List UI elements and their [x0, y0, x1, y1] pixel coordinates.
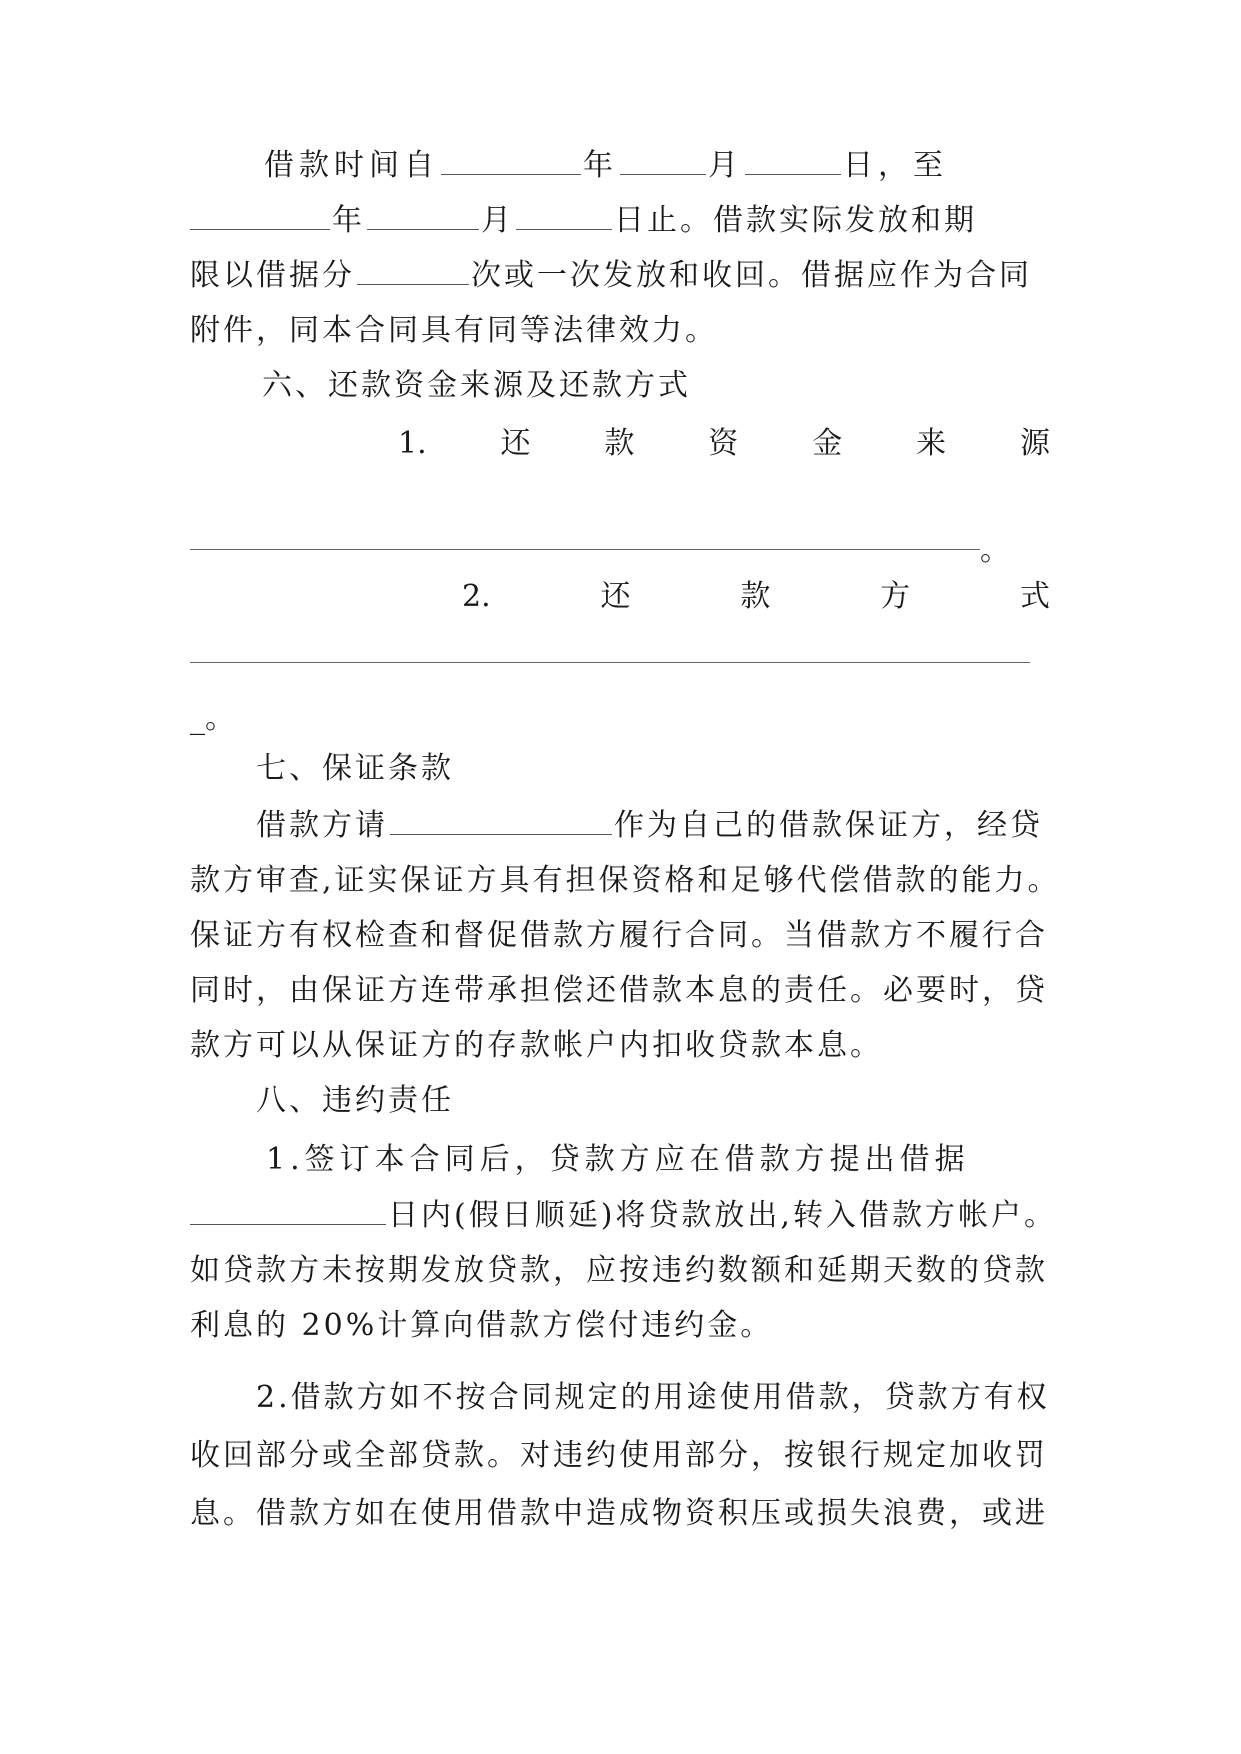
- guarantee-line-1: [256, 797, 1050, 855]
- text: 款: [740, 579, 771, 614]
- month-blank[interactable]: [620, 142, 706, 175]
- text: 次或一次发放和收回。借据应作为合同: [471, 258, 1032, 293]
- guarantee-line-5: 款方可以从保证方的存款帐户内扣收贷款本息。: [190, 1028, 883, 1063]
- text: 月: [708, 148, 743, 183]
- repayment-source-blank[interactable]: [190, 548, 980, 550]
- section-6-heading: 六、还款资金来源及还款方式: [262, 368, 691, 403]
- loan-period-line-2: [190, 192, 1050, 250]
- text: 月: [481, 203, 514, 238]
- text: 还: [600, 579, 631, 614]
- loan-period-line-1: [190, 137, 1050, 195]
- text: 限以借据分: [190, 258, 355, 293]
- item-number: 1.: [398, 426, 427, 461]
- breach-line-2: [190, 1187, 1057, 1245]
- text: 源: [1019, 426, 1050, 461]
- end-year-blank[interactable]: [190, 197, 330, 230]
- day-blank[interactable]: [745, 142, 841, 175]
- text: 日，至: [843, 148, 948, 183]
- breach-line-1: 1.签订本合同后，贷款方应在借款方提出借据: [266, 1142, 970, 1177]
- text: 日内(假日顺延)将贷款放出,转入借款方帐户。: [388, 1198, 1057, 1233]
- text: 日止。借款实际发放和期: [614, 203, 977, 238]
- text: 年: [583, 148, 618, 183]
- text: 资: [708, 426, 739, 461]
- text: 借款时间自: [264, 148, 439, 183]
- text: 款: [604, 426, 635, 461]
- text: 借款方请: [256, 808, 388, 843]
- item-number: 2.: [462, 579, 491, 614]
- guarantee-line-4: 同时，由保证方连带承担偿还借款本息的责任。必要时，贷: [190, 973, 1048, 1008]
- guarantor-blank[interactable]: [390, 802, 612, 835]
- guarantee-line-2: 款方审查,证实保证方具有担保资格和足够代偿借款的能力。: [190, 863, 1061, 898]
- end-month-blank[interactable]: [367, 197, 479, 230]
- loan-period-line-3: [190, 247, 1050, 305]
- days-blank[interactable]: [190, 1192, 386, 1225]
- guarantee-line-3: 保证方有权检查和督促借款方履行合同。当借款方不履行合: [190, 918, 1048, 953]
- breach-line-3: 如贷款方未按期发放贷款，应按违约数额和延期天数的贷款: [190, 1253, 1048, 1288]
- times-blank[interactable]: [357, 252, 469, 285]
- text: 金: [812, 426, 843, 461]
- period-mark: 。: [980, 533, 1010, 568]
- text: 式: [1020, 579, 1050, 614]
- breach-line-4: 利息的 20%计算向借款方偿付违约金。: [190, 1308, 774, 1343]
- text: 还: [500, 426, 531, 461]
- loan-period-line-4: 附件，同本合同具有同等法律效力。: [190, 313, 718, 348]
- text: 方: [880, 579, 911, 614]
- section-7-heading: 七、保证条款: [256, 751, 454, 786]
- text: 来: [916, 426, 947, 461]
- breach-line-5: 2.借款方如不按合同规定的用途使用借款，贷款方有权: [256, 1380, 1050, 1415]
- text: 作为自己的借款保证方，经贷: [614, 808, 1043, 843]
- year-blank[interactable]: [441, 142, 581, 175]
- end-day-blank[interactable]: [516, 197, 612, 230]
- section-8-heading: 八、违约责任: [256, 1083, 454, 1118]
- repayment-method-end: _。: [190, 701, 235, 736]
- repayment-source-line: [398, 415, 1050, 473]
- breach-line-7: 息。借款方如在使用借款中造成物资积压或损失浪费，或进: [190, 1496, 1048, 1531]
- text: 年: [332, 203, 365, 238]
- repayment-method-blank[interactable]: [190, 661, 1030, 663]
- repayment-method-line: [462, 568, 1050, 626]
- breach-line-6: 收回部分或全部贷款。对违约使用部分，按银行规定加收罚: [190, 1438, 1048, 1473]
